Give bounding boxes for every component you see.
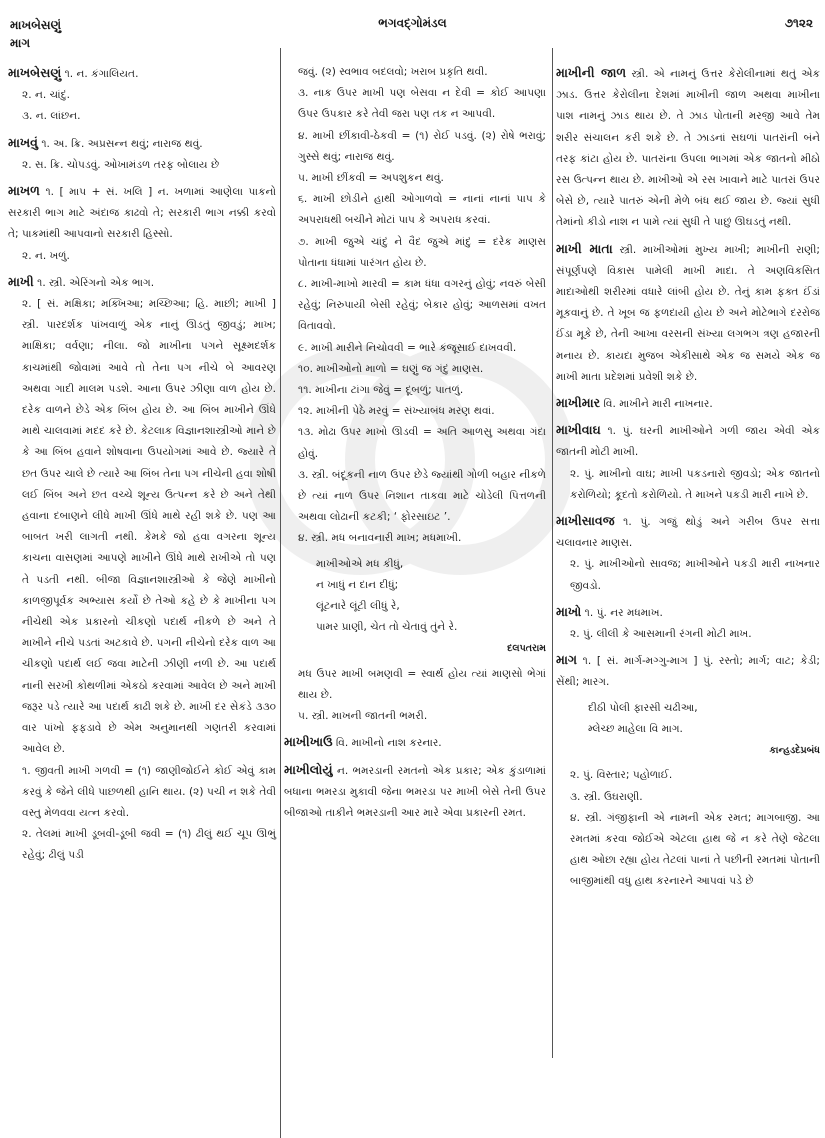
definition-text: ૧. [ માપ + સં. ખલિ ] ન. ખળામાં આણેલા પાકનો સરકારી ભાગ માટે અંદાજ કાઢવો તે; સરકારી ભાગ નક્કી કરવો તે; પાકમાંથી આપવાનો સરકારી હિસ્સો.	[8, 186, 276, 241]
column-1	[8, 62, 276, 871]
quoted-verse-line: ન ખાધું ન દાન દીધું;	[316, 578, 399, 591]
quoted-verse-line: માખીઓએ મધ કીધું,	[316, 557, 404, 570]
verse-attribution: દલપતરામ	[507, 643, 546, 655]
definition-text: ૧. [ સં. માર્ગ-મગ્ગુ-માગ ] પું. રસ્તો; માર્ગ; વાટ; કેડી; સેંથી; મારગ.	[556, 655, 820, 689]
dictionary-entry	[284, 62, 546, 550]
definition-text: ૩. સ્ત્રી. બંદૂકની નાળ ઉપર છેડે જ્યાંથી ગોળી બહાર નીકળે છે ત્યાં નાળ ઉપર નિશાન તાકવા માટે ચોડેલી પિત્તળની અથવા લોઢાની કટકી; ‘ ફોરસાઇટ ’.	[298, 468, 546, 524]
column-2	[284, 62, 546, 828]
definition-text: ૧. અ. ક્રિ. અપ્રસન્ન થવું; નારાજ થવું.	[41, 137, 203, 150]
definition-text: ૨. પું. લીલી કે આસમાની રંગની મોટી માખ.	[570, 628, 752, 641]
definition-text: ૭. માખી જુએ ચાંદું ને વૈદ જુએ માંદું = દરેક માણસ પોતાના ધંધામાં પારંગત હોય છે.	[298, 235, 546, 269]
dictionary-entry	[284, 664, 546, 728]
guide-word-top: માખબેસણું	[10, 18, 62, 32]
headword: માખીસાવજ	[556, 513, 615, 529]
definition-text: ૩. ન. લાંછન.	[22, 110, 81, 123]
definition-text: સ્ત્રી. એ નામનું ઉત્તર કેરોલીનામાં થતું એક ઝાડ. ઉત્તર કેરોલીના દેશમાં માખીની જાળ અથવા માખીના પાશ નામનું ઝાડ થાય છે. તે ઝાડ પોતાની મરજી આવે તેમ શરીર સંચાલન કરી શકે છે. તે ઝાડનાં સઘળાં પાતરાંની બંને તરફ કાંટા હોય છે. પાતરાંના ઉપલા ભાગમાં એક જાતનો મીઠો રસ ઉત્પન્ન થાય છે. માખીઓ એ રસ ખાવાને માટે પાતરાં ઉપર બેસે છે, ત્યારે પાતરું એની મેળે બંધ થઈ જાય છે. જ્યાં સુધી તેમાંનો કીડો નાશ ન પામે ત્યાં સુધી તે પાછું ઊઘડતું નથી.	[556, 68, 820, 229]
dictionary-entry	[556, 765, 820, 892]
dictionary-entry	[8, 62, 276, 128]
headword: માખો	[556, 603, 582, 619]
dictionary-entry	[284, 554, 546, 660]
definition-text: ૨. ન. ખળું.	[22, 249, 70, 262]
dictionary-entry	[8, 180, 276, 267]
definition-text: ન. ભમરડાની રમતનો એક પ્રકાર; એક કુંડાળામાં બધાના ભમરડા મુકાવી જેના ભમરડા પર માખી બેસે તેની ઉપર બીજાઓ તાકીને ભમરડાની આર મારે એવા પ્રકારની રમત.	[284, 764, 546, 819]
book-title: ભગવદ્ગોમંડલ	[378, 16, 447, 30]
headword: માખબેસણું	[8, 65, 62, 80]
dictionary-entry	[556, 510, 820, 597]
definition-text: ૧. પું. નર મધમાખ.	[584, 606, 663, 619]
definition-text: ૨. સ. ક્રિ. ચોપડવું. ઓખામંડળ તરફ બોલાય છે	[22, 158, 220, 171]
dictionary-entry	[556, 238, 820, 388]
headword: માગ	[556, 652, 578, 668]
quoted-verse-line: દીઠી પોલી ફારસી ચઢીઆ,	[588, 701, 698, 714]
definition-text: જવું. (૨) સ્વભાવ બદલવો; ખરાબ પ્રકૃતિ થવી.	[298, 66, 488, 78]
definition-text: ૪. સ્ત્રી. મધ બનાવનારી માખ; મધમાખી.	[298, 532, 462, 545]
headword: માખીમાર	[556, 395, 601, 411]
definition-text: ૨. પું. માખીનો વાઘ; માખી પકડનારો જીવડો; એક જાતનો કરોળિયો; કૂદતો કરોળિયો. તે માખને પકડી મારી નાખે છે.	[570, 467, 820, 501]
definition-text: ૧. પું. ગજું થોડું અને ગરીબ ઉપર સત્તા ચલાવનાર માણસ.	[556, 516, 820, 550]
dictionary-entry	[556, 62, 820, 234]
definition-text: ૧૦. માખીઓનો માળો = ઘણું જ ગંદું માણસ.	[298, 362, 484, 375]
definition-text: ૯. માખી મારીને નિચોવવી = ભારે કંજૂસાઈ દાખવવી.	[298, 341, 517, 354]
definition-text: ૪. માખી છીંકાવી-ઠેકવી = (૧) રોઈ પડવું. (૨) રોષે ભરાવું; ગુસ્સે થવું; નારાજ થવું.	[298, 129, 546, 163]
definition-text: ૧૨. માખીની પેઠે મરવું = સંખ્યાબંધ મરણ થવાં.	[298, 405, 495, 418]
definition-text: વિ. માખીનો નાશ કરનાર.	[335, 737, 442, 750]
definition-text: ૧. જીવતી માખી ગળવી = (૧) જાણીજોઈને કોઈ એવું કામ કરવું કે જેને લીધે પાછળથી હાનિ થાય. (૨) પચી ન શકે તેવી વસ્તુ મેળવવા યત્ન કરવો.	[22, 764, 276, 819]
column-divider	[552, 48, 553, 1058]
definition-text: ૨. [ સં. મક્ષિકા; મક્ખિઆ; મચ્છિઆ; હિ. માછી; માખી ] સ્ત્રી. પારદર્શક પાંખવાળું એક નાનું ઊડતું જીવડું; માખ; માક્ષિકા; વર્વણા; નીલા. જો માખીના પગને સૂક્ષ્મદર્શક કાચમાંથી જોવામાં આવે તો તેના પગ નીચે બે આવરણ અથવા ગાદી માલમ પડશે. આના ઉપર ઝીણા વાળ હોય છે. દરેક વાળને છેડે એક બિંબ હોય છે. આ બિંબ માખીને ઊંધે માથે ચાલવામાં મદદ કરે છે. કેટલાક વિજ્ઞાનશાસ્ત્રીઓ માને છે કે આ બિંબ હવાને શોષવાના ઉપયોગમાં આવે છે. જ્યારે તે છત ઉપર ચાલે છે ત્યારે આ બિંબ તેના પગ નીચેની હવા શોષી લઈ બિંબ અને છત વચ્ચે શૂન્ય ઉત્પન્ન કરે છે અને તેથી હવાના દબાણને લીધે માખી ઊંધે માથે રહી શકે છે. પણ આ બાબત ખરી લાગતી નથી. કેમકે જો હવા વગરના શૂન્ય કાચના વાસણમાં આપણે માખીને ઊંધે માથે રાખીએ તો પણ તે પડતી નથી. બીજા વિજ્ઞાનશાસ્ત્રીઓ કે જેણે માખીનો કાળજીપૂર્વક અભ્યાસ કર્યો છે તેઓ કહે છે કે માખીના પગ નીચેથી એક પ્રકારનો ચીકણો પદાર્થ નીકળે છે અને તે માખીને નીચે પડતાં અટકાવે છે. પગની નીચેનો દરેક વાળ આ ચીકણો પદાર્થ લઈ જવા માટેની ઝીણી નળી છે. આ પદાર્થ નાની સરખી કોથળીમાં એકઠો કરવામાં આવેલ છે અને માખી જરૂર પડે ત્યારે આ પદાર્થ કાઢી શકે છે. માખી દર સેકંડે ૩૩૦ વાર પાંખો ફફડાવે છે એમ અનુમાનથી ગણતરી કરવામાં આવેલ છે.	[22, 298, 276, 756]
headword: માખી	[8, 273, 34, 289]
definition-text: ૫. માખી છીંકવી = અપશુકન થવું.	[298, 172, 444, 185]
dictionary-entry	[556, 419, 820, 506]
definition-text: ૧૧. માખીના ટાંગા જેવું = દૂબળું; પાતળું.	[298, 384, 464, 397]
definition-text: વિ. માખીને મારી નાખનાર.	[603, 398, 713, 411]
definition-text: ૬. માખી છોડીને હાથી ઓગાળવો = નાનાં નાનાં પાપ કે અપરાધથી બચીને મોટાં પાપ કે અપરાધ કરવાં.	[298, 193, 546, 227]
page-header	[0, 8, 825, 52]
definition-text: સ્ત્રી. માખીઓમાં મુખ્ય માખી; માખીની રાણી; સંપૂર્ણપણે વિકાસ પામેલી માખી માદા. તે અણવિકસિત માદાઓથી શરીરમાં વધારે લાંબી હોય છે. તેનું કામ ફક્ત ઈંડાં મૂકવાનું છે. તે ખૂબ જ ફળદાયી હોય છે અને મોટેભાગે દરરોજ ઈંડા મૂકે છે, તેની આખા વરસની સંખ્યા લગભગ ત્રણ હજારની મનાય છે. કાયદા મુજબ એકીસાથે એક જ સમયે એક જ માખી માતા પ્રદેશમાં પ્રવેશી શકે છે.	[556, 243, 820, 383]
headword: માખળ	[8, 183, 40, 199]
dictionary-entry	[556, 392, 820, 415]
definition-text: ૩. સ્ત્રી. ઉઘરાણી.	[570, 790, 643, 803]
definition-text: મધ ઉપર માખી બમણવી = સ્વાર્થ હોય ત્યાં માણસો ભેગાં થાય છે.	[298, 667, 546, 701]
dictionary-entry	[556, 601, 820, 645]
dictionary-entry	[8, 271, 276, 867]
definition-text: ૧. પું. ઘરની માખીઓને ગળી જાય એવી એક જાતની મોટી માખી.	[556, 425, 820, 459]
definition-text: ૨. પું. વિસ્તાર; પહોળાઈ.	[570, 769, 673, 782]
headword: માખવું	[8, 134, 38, 150]
headword: માખી માતા	[556, 240, 613, 256]
headword: માખીવાઘ	[556, 422, 601, 438]
page-number: ૭૧૨૨	[784, 16, 813, 30]
headword: માખીલોયું	[284, 761, 333, 777]
definition-text: ૨. તેલમાં માખી ડૂબવી-ડૂબી જવી = (૧) ઢીલું થઈ ચૂપ ઊભું રહેવું; ઢીલું પડી	[22, 828, 276, 862]
quoted-verse-line: મ્લેચ્છ માહેલા વિ માગ.	[588, 722, 683, 735]
quoted-verse-line: લૂંટનારે લૂંટી લીધું રે,	[316, 600, 400, 613]
definition-text: ૪. સ્ત્રી. ગંજીફાની એ નામની એક રમત; માગબાજી. આ રમતમાં કરવા જોઈએ એટલા હાથ જે ન કરે તેણે જેટલા હાથ ઓછા રહ્યા હોય તેટલાં પાનાં તે પછીની રમતમાં પોતાની બાજીમાંથી વધુ હાથ કરનારને આપવાં પડે છે	[570, 811, 820, 888]
definition-text: ૮. માખી-માખો મારવી = કામ ધંધા વગરનું હોવું; નવરું બેસી રહેવું; નિરુપાયી બેસી રહેવું; બેકાર હોવું; આળસમાં વખત વિતાવવો.	[298, 278, 546, 333]
column-3	[556, 62, 820, 897]
verse-attribution: કાન્હડદેપ્રબંધ	[769, 745, 820, 757]
definition-text: ૧. ન. કંગાલિયત.	[64, 68, 139, 80]
dictionary-entry	[284, 731, 546, 754]
definition-text: ૫. સ્ત્રી. માખની જાતની ભમરી.	[298, 710, 428, 723]
dictionary-entry	[556, 649, 820, 693]
definition-text: ૧૩. મોઢા ઉપર માખો ઊડવી = અતિ આળસુ અથવા ગંદા હોવું.	[298, 426, 546, 460]
definition-text: ૧. સ્ત્રી. એરિંગનો એક ભાગ.	[37, 276, 155, 289]
definition-text: ૨. પું. માખીઓનો સાવજ; માખીઓને પકડી મારી નાખનાર જીવડો.	[570, 558, 820, 592]
column-divider	[280, 48, 281, 1138]
headword: માખીખાઉ	[284, 734, 333, 750]
quoted-verse-line: પામર પ્રાણી, ચેત તો ચેતાવું તુંને રે.	[316, 621, 458, 634]
dictionary-entry	[8, 132, 276, 176]
headword: માખીની જાળ	[556, 65, 627, 80]
dictionary-entry	[284, 759, 546, 825]
definition-text: ૨. ન. ચાંદું.	[22, 89, 70, 102]
guide-word-bottom: માગ	[10, 36, 31, 50]
dictionary-columns	[6, 62, 821, 1102]
definition-text: ૩. નાક ઉપર માખી પણ બેસવા ન દેવી = કોઈ આપણા ઉપર ઉપકાર કરે તેવી જરા પણ તક ન આપવી.	[298, 87, 546, 121]
dictionary-entry	[556, 698, 820, 762]
